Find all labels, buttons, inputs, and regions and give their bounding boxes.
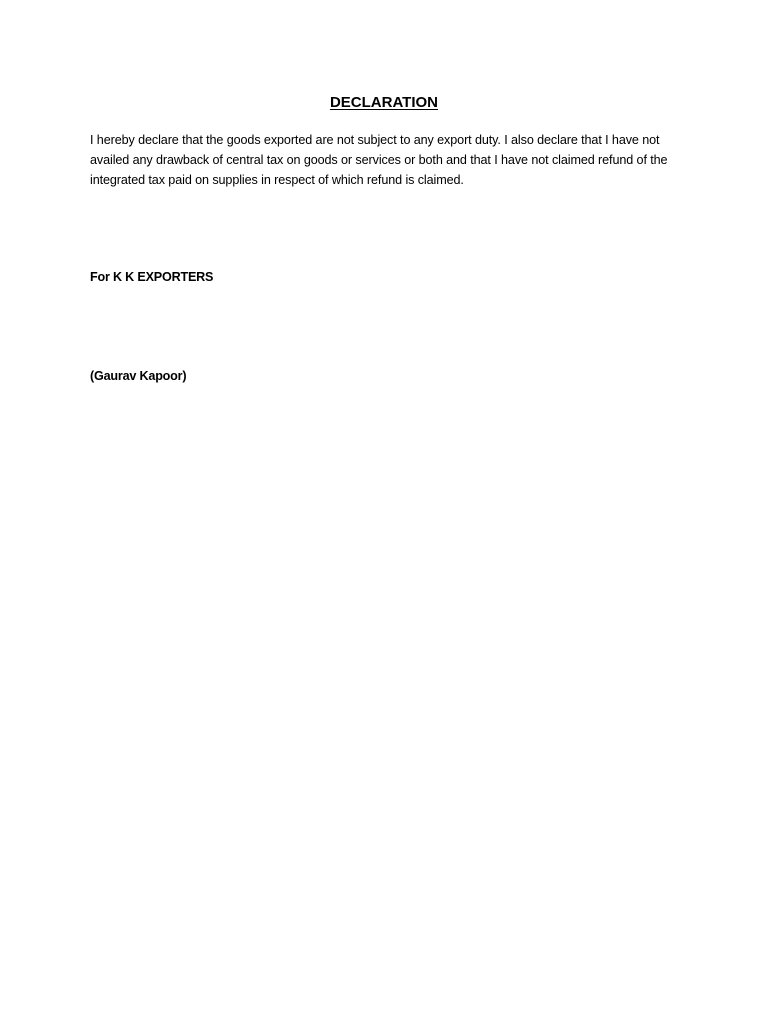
document-title xyxy=(0,94,768,111)
signatory-name: (Gaurav Kapoor) xyxy=(90,369,187,383)
declaration-body: I hereby declare that the goods exported are not subject to any export duty. I also declare that I have not availed any drawback of central tax on goods or services or both and that I have not claimed refund of the integrated tax paid on supplies in respect of which refund is claimed. xyxy=(90,133,668,187)
title-text: DECLARATION xyxy=(329,94,439,111)
company-signature-line: For K K EXPORTERS xyxy=(90,270,214,284)
